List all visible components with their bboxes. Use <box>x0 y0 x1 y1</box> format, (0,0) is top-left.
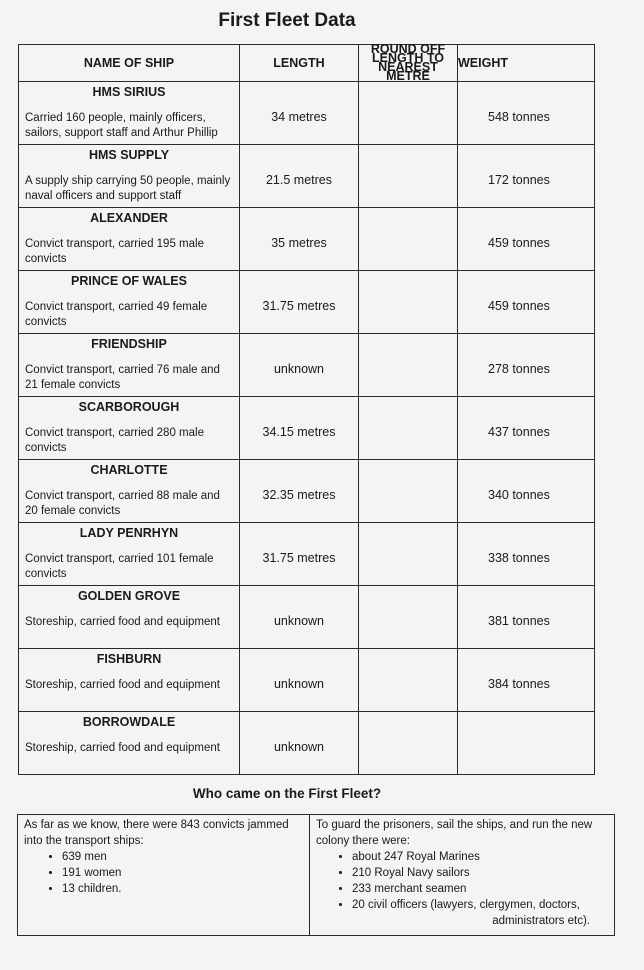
ship-name: HMS SUPPLY <box>88 148 170 162</box>
table-row <box>19 208 595 271</box>
cell-length <box>240 523 359 586</box>
header-weight: WEIGHT <box>458 45 595 82</box>
who-title: Who came on the First Fleet? <box>192 786 382 801</box>
cell-round-off[interactable] <box>359 145 458 208</box>
cell-ship <box>19 145 240 208</box>
list-item <box>352 897 610 929</box>
table-row <box>19 271 595 334</box>
list-item: • 233 merchant seamen <box>352 881 610 897</box>
ship-description: Storeship, carried food and equipment <box>25 742 220 754</box>
header-name: NAME OF SHIP <box>19 45 240 82</box>
ship-weight: 384 tonnes <box>488 677 550 691</box>
table-body <box>19 82 595 775</box>
table-header-row <box>19 45 595 82</box>
ship-description: Convict transport, carried 195 male convicts <box>25 238 204 265</box>
ship-name: GOLDEN GROVE <box>77 589 181 603</box>
who-box <box>17 814 615 936</box>
ship-name: CHARLOTTE <box>90 463 168 477</box>
table-row <box>19 712 595 775</box>
cell-round-off[interactable] <box>359 82 458 145</box>
cell-round-off[interactable] <box>359 334 458 397</box>
table-row <box>19 460 595 523</box>
ship-description: A supply ship carrying 50 people, mainly naval officers and support staff <box>25 175 231 202</box>
cell-weight <box>458 145 595 208</box>
table-row <box>19 523 595 586</box>
cell-length <box>240 208 359 271</box>
cell-ship <box>19 649 240 712</box>
table-row <box>19 586 595 649</box>
ship-length: 31.75 metres <box>262 299 336 313</box>
table-row <box>19 334 595 397</box>
cell-weight <box>458 271 595 334</box>
header-round: ROUND OFF LENGTH TO NEAREST METRE <box>359 45 458 82</box>
cell-length <box>240 82 359 145</box>
page-title: First Fleet Data <box>218 10 356 31</box>
cell-length <box>240 712 359 775</box>
list-item-text: 20 civil officers (lawyers, clergymen, doctors, <box>352 899 580 911</box>
cell-length <box>240 271 359 334</box>
ship-name: FRIENDSHIP <box>91 337 167 351</box>
cell-ship <box>19 271 240 334</box>
cell-weight <box>458 82 595 145</box>
staff-intro: To guard the prisoners, sail the ships, and run the new colony there were: <box>316 819 593 847</box>
convicts-intro: As far as we know, there were 843 convicts jammed into the transport ships: <box>24 819 289 847</box>
ship-length: unknown <box>273 614 325 628</box>
table-row <box>19 145 595 208</box>
ship-description: Storeship, carried food and equipment <box>25 679 220 691</box>
cell-round-off[interactable] <box>359 271 458 334</box>
cell-weight <box>458 397 595 460</box>
cell-weight <box>458 712 595 775</box>
ship-description: Carried 160 people, mainly officers, sailors, support staff and Arthur Phillip <box>25 112 218 139</box>
cell-ship <box>19 460 240 523</box>
list-item: • 13 children. <box>62 881 305 897</box>
ship-length: 35 metres <box>271 236 327 250</box>
fleet-table <box>18 44 595 775</box>
cell-round-off[interactable] <box>359 586 458 649</box>
cell-ship <box>19 586 240 649</box>
ship-length: 31.75 metres <box>262 551 336 565</box>
list-item-continuation: administrators etc). <box>492 915 590 927</box>
cell-weight <box>458 460 595 523</box>
cell-ship <box>19 712 240 775</box>
table-row <box>19 82 595 145</box>
ship-weight: 278 tonnes <box>488 362 550 376</box>
ship-length: 32.35 metres <box>262 488 336 502</box>
table-row <box>19 649 595 712</box>
cell-round-off[interactable] <box>359 649 458 712</box>
ship-length: 34.15 metres <box>262 425 336 439</box>
ship-description: Storeship, carried food and equipment <box>25 616 220 628</box>
cell-ship <box>19 523 240 586</box>
ship-weight: 338 tonnes <box>488 551 550 565</box>
ship-name: ALEXANDER <box>90 211 168 225</box>
ship-name: HMS SIRIUS <box>92 85 166 99</box>
cell-length <box>240 334 359 397</box>
list-item: • 639 men <box>62 849 305 865</box>
ship-length: unknown <box>273 677 325 691</box>
cell-round-off[interactable] <box>359 712 458 775</box>
ship-description: Convict transport, carried 76 male and 21 female convicts <box>25 364 220 391</box>
cell-weight <box>458 586 595 649</box>
ship-name: PRINCE OF WALES <box>71 274 187 288</box>
list-item: • 191 women <box>62 865 305 881</box>
ship-name: FISHBURN <box>96 652 162 666</box>
list-item: • about 247 Royal Marines <box>352 849 610 865</box>
ship-name: SCARBOROUGH <box>78 400 180 414</box>
convicts-column <box>18 815 310 935</box>
ship-weight: 340 tonnes <box>488 488 550 502</box>
ship-description: Convict transport, carried 280 male convicts <box>25 427 204 454</box>
cell-round-off[interactable] <box>359 460 458 523</box>
cell-weight <box>458 649 595 712</box>
ship-length: 34 metres <box>271 110 327 124</box>
cell-length <box>240 649 359 712</box>
ship-weight: 459 tonnes <box>488 236 550 250</box>
ship-name: BORROWDALE <box>82 715 176 729</box>
staff-column <box>310 815 614 935</box>
ship-weight: 459 tonnes <box>488 299 550 313</box>
ship-length: 21.5 metres <box>265 173 332 187</box>
ship-description: Convict transport, carried 88 male and 20 female convicts <box>25 490 220 517</box>
cell-weight <box>458 523 595 586</box>
cell-round-off[interactable] <box>359 523 458 586</box>
staff-list <box>316 849 610 929</box>
cell-length <box>240 145 359 208</box>
ship-name: LADY PENRHYN <box>79 526 179 540</box>
list-item: • 210 Royal Navy sailors <box>352 865 610 881</box>
cell-length <box>240 586 359 649</box>
convicts-list <box>24 849 305 897</box>
header-length: LENGTH <box>240 45 359 82</box>
ship-weight: 172 tonnes <box>488 173 550 187</box>
ship-weight: 381 tonnes <box>488 614 550 628</box>
cell-weight <box>458 334 595 397</box>
ship-length: unknown <box>273 362 325 376</box>
ship-weight: 548 tonnes <box>488 110 550 124</box>
cell-ship <box>19 82 240 145</box>
cell-ship <box>19 397 240 460</box>
cell-round-off[interactable] <box>359 208 458 271</box>
cell-round-off[interactable] <box>359 397 458 460</box>
ship-description: Convict transport, carried 49 female convicts <box>25 301 208 328</box>
ship-length: unknown <box>273 740 325 754</box>
cell-ship <box>19 208 240 271</box>
table-row <box>19 397 595 460</box>
cell-ship <box>19 334 240 397</box>
ship-weight: 437 tonnes <box>488 425 550 439</box>
cell-length <box>240 460 359 523</box>
ship-description: Convict transport, carried 101 female convicts <box>25 553 214 580</box>
cell-length <box>240 397 359 460</box>
cell-weight <box>458 208 595 271</box>
